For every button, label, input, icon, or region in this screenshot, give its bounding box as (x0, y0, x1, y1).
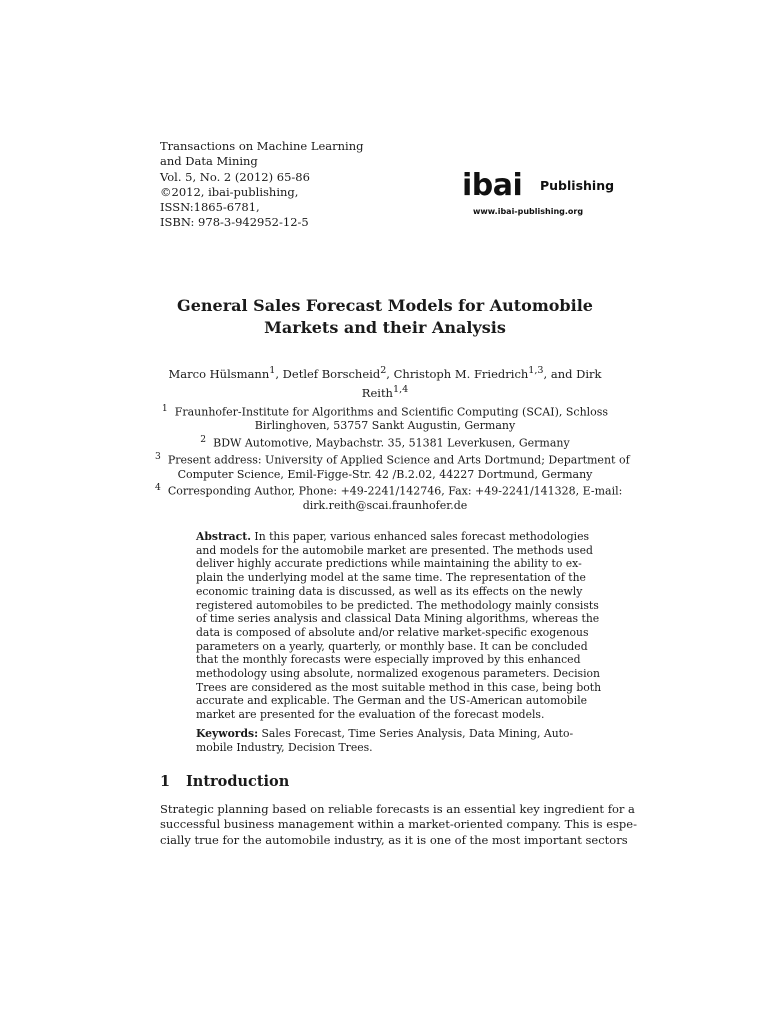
abstract-line: market are presented for the evaluation of the forecast models. (196, 708, 545, 722)
abstract-line: Abstract. In this paper, various enhanced sales forecast methodologies (196, 530, 590, 543)
author-4-part2: Reith (361, 385, 393, 400)
journal-volume: Vol. 5, No. 2 (2012) 65-86 (160, 169, 310, 184)
abstract-line: deliver highly accurate predictions while maintaining the ability to ex- (196, 557, 582, 571)
abstract-line: Trees are considered as the most suitable method in this case, being both (196, 680, 602, 694)
abstract-line: economic training data is discussed, as well as its effects on the newly (196, 584, 583, 598)
journal-copyright: ©2012, ibai-publishing, (160, 184, 299, 199)
body-line: successful business management within a market-oriented company. This is espe- (160, 817, 637, 832)
abstract-line: of time series analysis and classical Data Mining algorithms, whereas the (196, 612, 600, 626)
abstract-line: parameters on a yearly, quarterly, or monthly base. It can be concluded (196, 639, 588, 653)
affiliation-3-line1: $^3$ Present address: University of Applied Science and Arts Dortmund; Department of (155, 451, 630, 468)
authors-line1 (160, 363, 610, 382)
section-heading (160, 773, 289, 790)
author-4-part1: , and Dirk (543, 366, 602, 381)
affiliation-1-sup: 1 (161, 403, 168, 414)
journal-isbn: ISBN: 978-3-942952-12-5 (160, 215, 309, 230)
affiliation-2: $^2$ BDW Automotive, Maybachstr. 35, 51381 Leverkusen, Germany (200, 434, 570, 450)
title-line2: Markets and their Analysis (264, 318, 506, 337)
journal-issn: ISSN:1865-6781, (160, 200, 260, 215)
section-number: 1 (160, 773, 171, 790)
keywords (196, 727, 572, 754)
author-3-sup: 1,3 (528, 365, 544, 376)
journal-info (160, 139, 390, 231)
abstract-line: and models for the automobile market are presented. The methods used (196, 543, 593, 557)
body-line: cially true for the automobile industry, as it is one of the most important sectors (160, 832, 628, 847)
abstract-line: registered automobiles to be predicted. The methodology mainly consists (196, 598, 599, 612)
author-2-sup: 2 (380, 365, 387, 376)
affiliation-4-line1: $^4$ Corresponding Author, Phone: +49-2241/142746, Fax: +49-2241/141328, E-mail: (155, 482, 623, 499)
author-2: , Detlef Borscheid (275, 366, 381, 381)
abstract-line: plain the underlying model at the same time. The representation of the (196, 571, 586, 585)
logo-publishing: Publishing (540, 178, 615, 193)
keywords-label: Keywords: (196, 727, 259, 740)
abstract-line: that the monthly forecasts were especially improved by this enhanced (196, 653, 581, 667)
body-paragraph (160, 802, 637, 848)
author-list (160, 363, 610, 401)
title-line1: General Sales Forecast Models for Automobile (177, 296, 593, 315)
author-4-sup: 1,4 (392, 383, 409, 395)
affiliation-2-sup: 2 (200, 434, 207, 446)
affiliation-3-line2: Computer Science, Emil-Figge-Str. 42 /B.2.02, 44227 Dortmund, Germany (177, 467, 593, 481)
logo-wordmark: ibai (462, 168, 523, 203)
affiliation-1-line2: Birlinghoven, 53757 Sankt Augustin, Germany (254, 419, 516, 433)
authors-line2 (160, 382, 610, 401)
abstract-line: methodology using absolute, normalized exogenous parameters. Decision (196, 667, 601, 681)
publisher-logo (462, 168, 615, 222)
paper-title (150, 295, 620, 339)
journal-name-line2: and Data Mining (160, 154, 258, 169)
logo-url: www.ibai-publishing.org (473, 207, 584, 216)
affiliation-1-line1: $^1$ Fraunhofer-Institute for Algorithms and Scientific Computing (SCAI), Schloss (161, 403, 609, 419)
journal-name-line1: Transactions on Machine Learning (160, 139, 364, 153)
body-line: Strategic planning based on reliable forecasts is an essential key ingredient for a (160, 802, 635, 816)
abstract-line: data is composed of absolute and/or relative market-specific exogenous (196, 625, 589, 639)
affiliation-4-sup: 4 (155, 482, 161, 494)
author-1: Marco Hülsmann (168, 366, 270, 381)
affiliation-4-email: dirk.reith@scai.fraunhofer.de (302, 498, 468, 512)
author-3: , Christoph M. Friedrich (386, 366, 529, 381)
keywords-line1: Keywords: Sales Forecast, Time Series Analysis, Data Mining, Auto- (196, 727, 574, 740)
abstract (196, 530, 602, 722)
abstract-label: Abstract. (196, 530, 251, 543)
affiliation-3-sup: 3 (155, 451, 161, 463)
keywords-line2: mobile Industry, Decision Trees. (196, 740, 373, 754)
affiliations (155, 402, 630, 513)
section-title: Introduction (186, 773, 290, 790)
author-1-sup: 1 (269, 365, 276, 376)
abstract-line: accurate and explicable. The German and the US-American automobile (196, 694, 588, 708)
